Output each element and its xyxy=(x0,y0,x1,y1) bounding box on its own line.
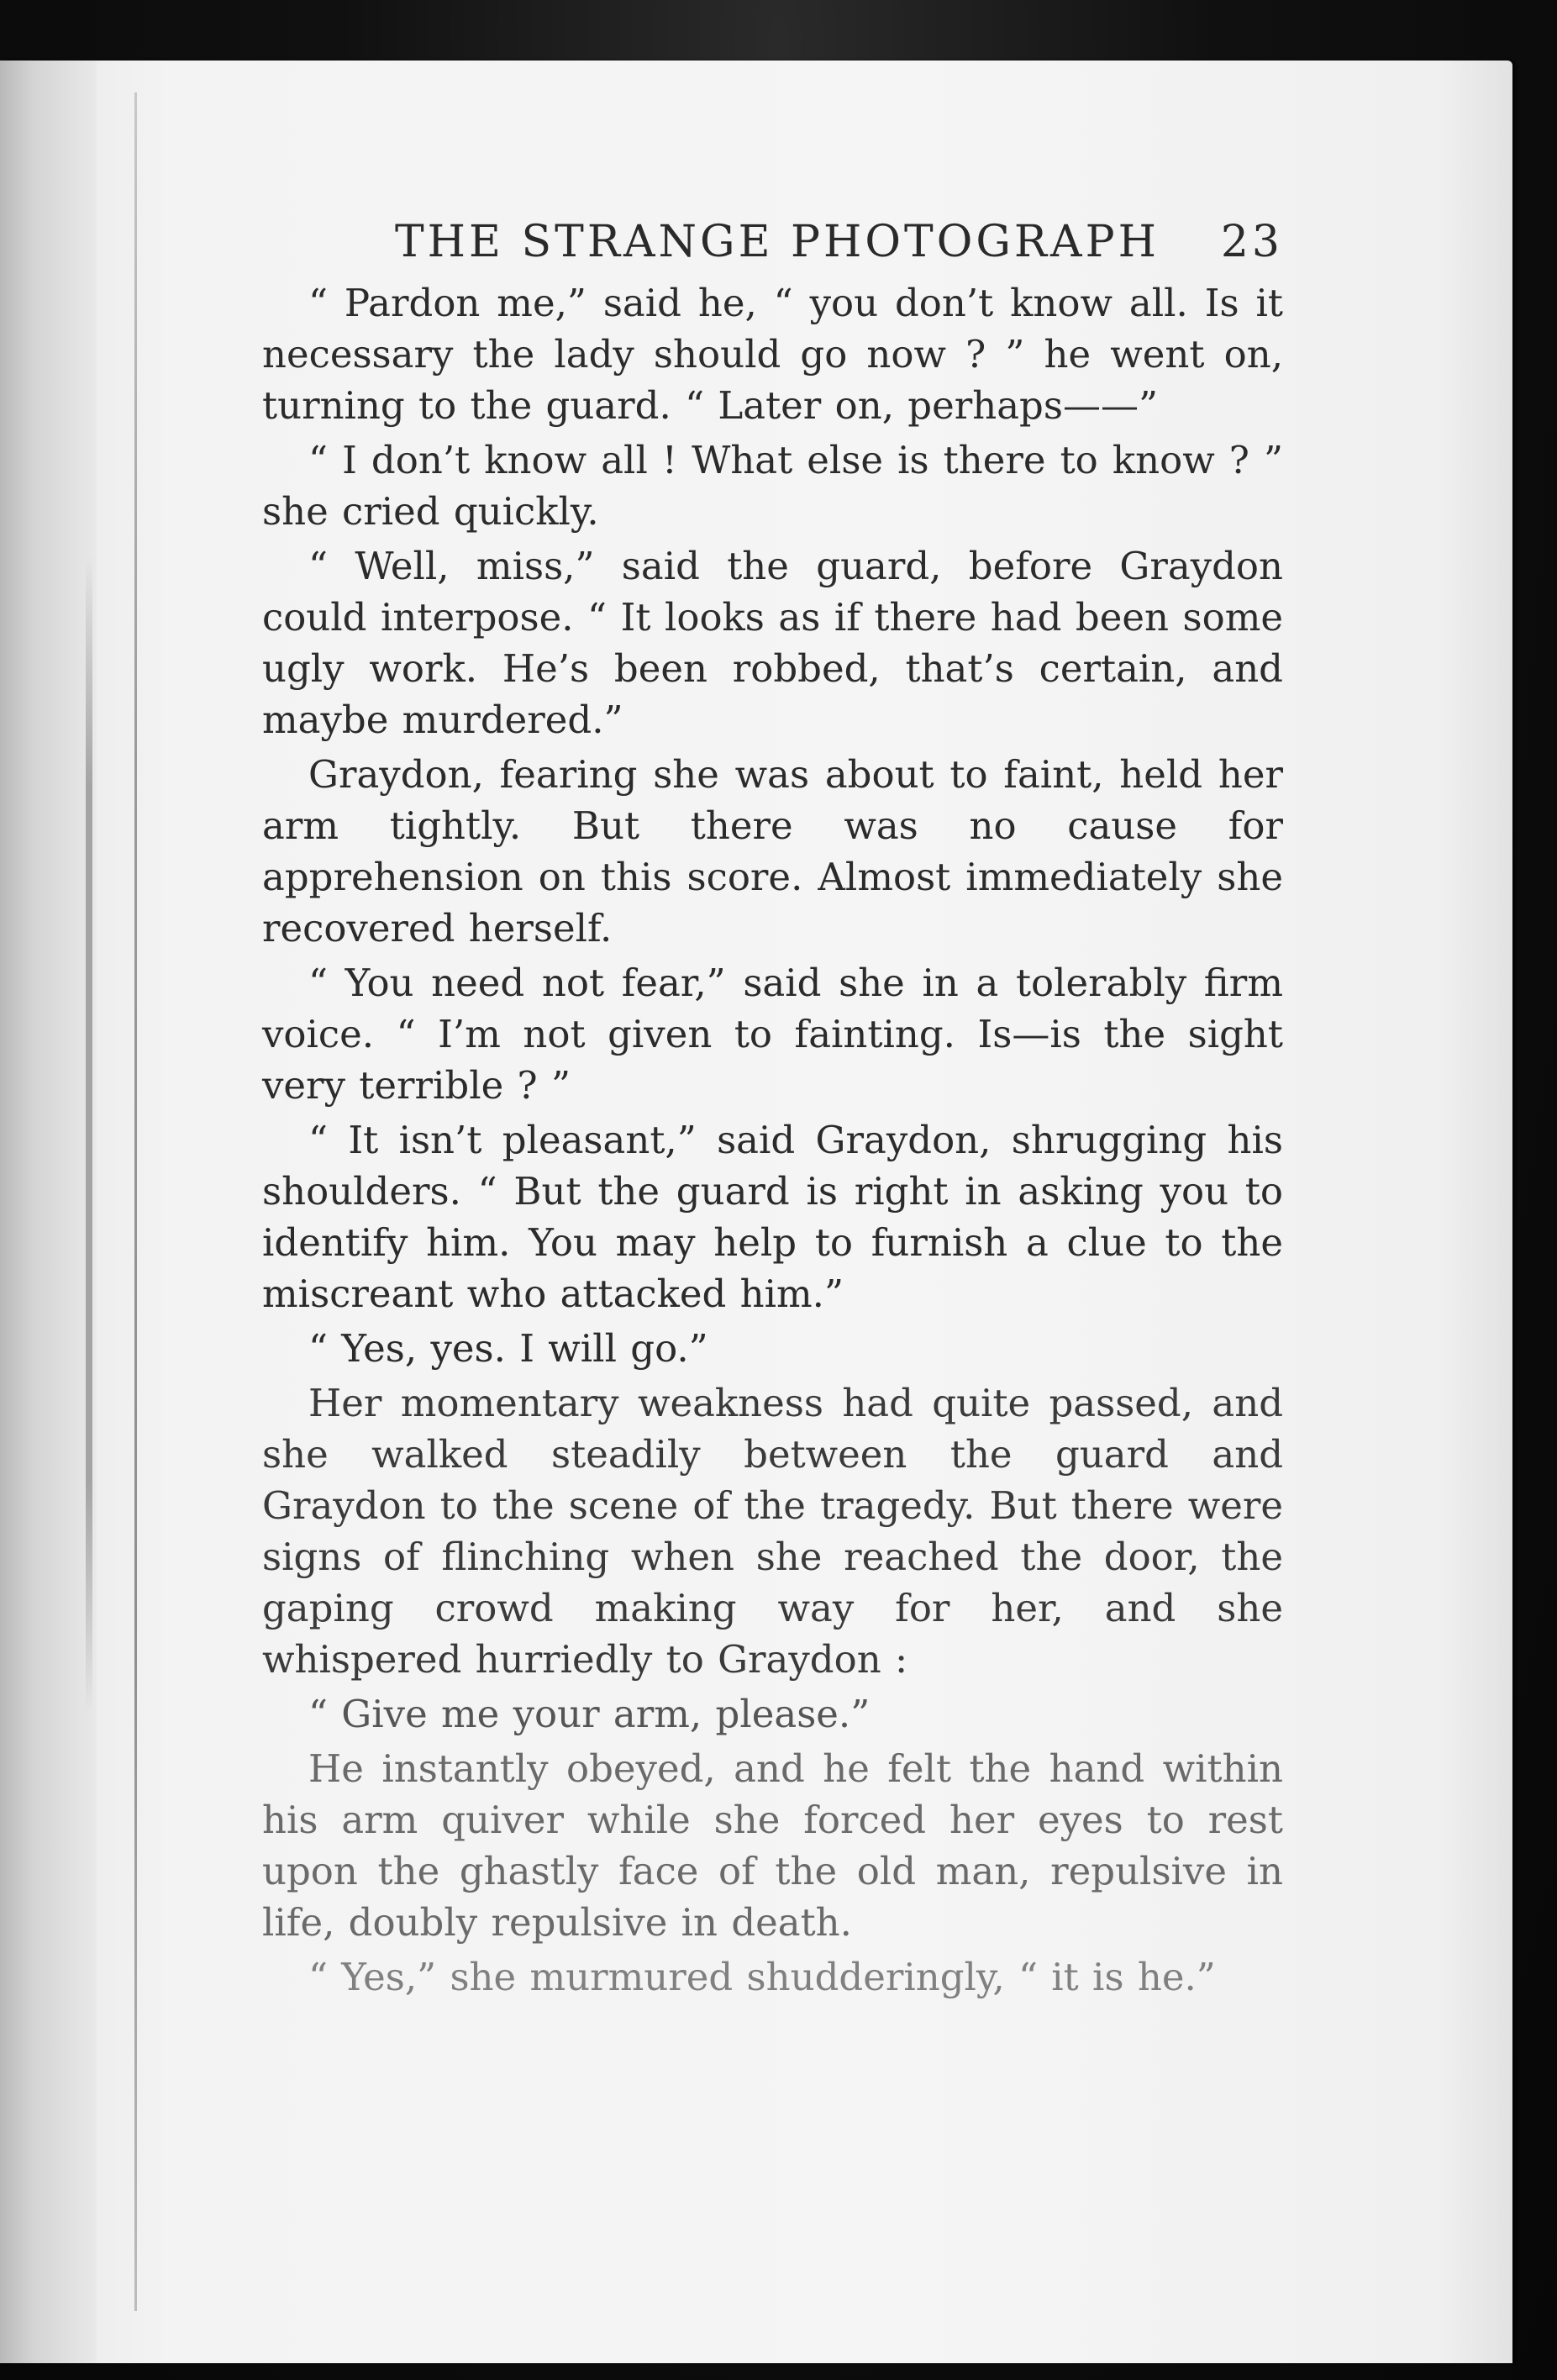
paragraph: “ I don’t know all ! What else is there to know ? ” she cried quickly. xyxy=(262,438,1283,534)
paragraph: “ It isn’t pleasant,” said Graydon, shrugging his shoulders. “ But the guard is right in asking you to identify him. You may help to furnish a clue to the miscreant who attacked him.” xyxy=(262,1118,1283,1316)
page-number: 23 xyxy=(1220,217,1283,267)
paragraph: Her momentary weakness had quite passed, and she walked steadily between the guard and Graydon to the scene of the tragedy. But there were signs of flinching when she reached the door, the gaping crowd making way for her, and she whispered hurriedly to Graydon : xyxy=(262,1381,1283,1682)
paragraph: “ Yes,” she murmured shudderingly, “ it is he.” xyxy=(308,1955,1216,1999)
gutter-shadow xyxy=(86,555,92,1714)
paragraph: “ Pardon me,” said he, “ you don’t know all. Is it necessary the lady should go now ? ” he went on, turning to the guard. “ Later on, perhaps——” xyxy=(262,281,1283,428)
running-head xyxy=(262,210,1283,277)
paragraph: “ Yes, yes. I will go.” xyxy=(308,1326,708,1371)
page-binding-edge xyxy=(0,61,97,2363)
paragraph: Graydon, fearing she was about to faint, held her arm tightly. But there was no cause for apprehension on this score. Almost immediately she recovered herself. xyxy=(262,752,1283,950)
paragraph: He instantly obeyed, and he felt the hand within his arm quiver while she forced her eyes to rest upon the ghastly face of the old man, repulsive in life, doubly repulsive in death. xyxy=(262,1746,1283,1945)
paragraph: “ Give me your arm, please.” xyxy=(308,1692,871,1736)
page-text xyxy=(262,210,1283,2003)
paragraph: “ Well, miss,” said the guard, before Graydon could interpose. “ It looks as if there had been some ugly work. He’s been robbed, that’s certain, and maybe murdered.” xyxy=(262,544,1283,742)
running-head-title: THE STRANGE PHOTOGRAPH xyxy=(395,217,1160,267)
gutter-line xyxy=(134,92,137,2311)
paragraph: “ You need not fear,” said she in a tolerably firm voice. “ I’m not given to fainting. Is—is the sight very terrible ? ” xyxy=(262,961,1283,1108)
